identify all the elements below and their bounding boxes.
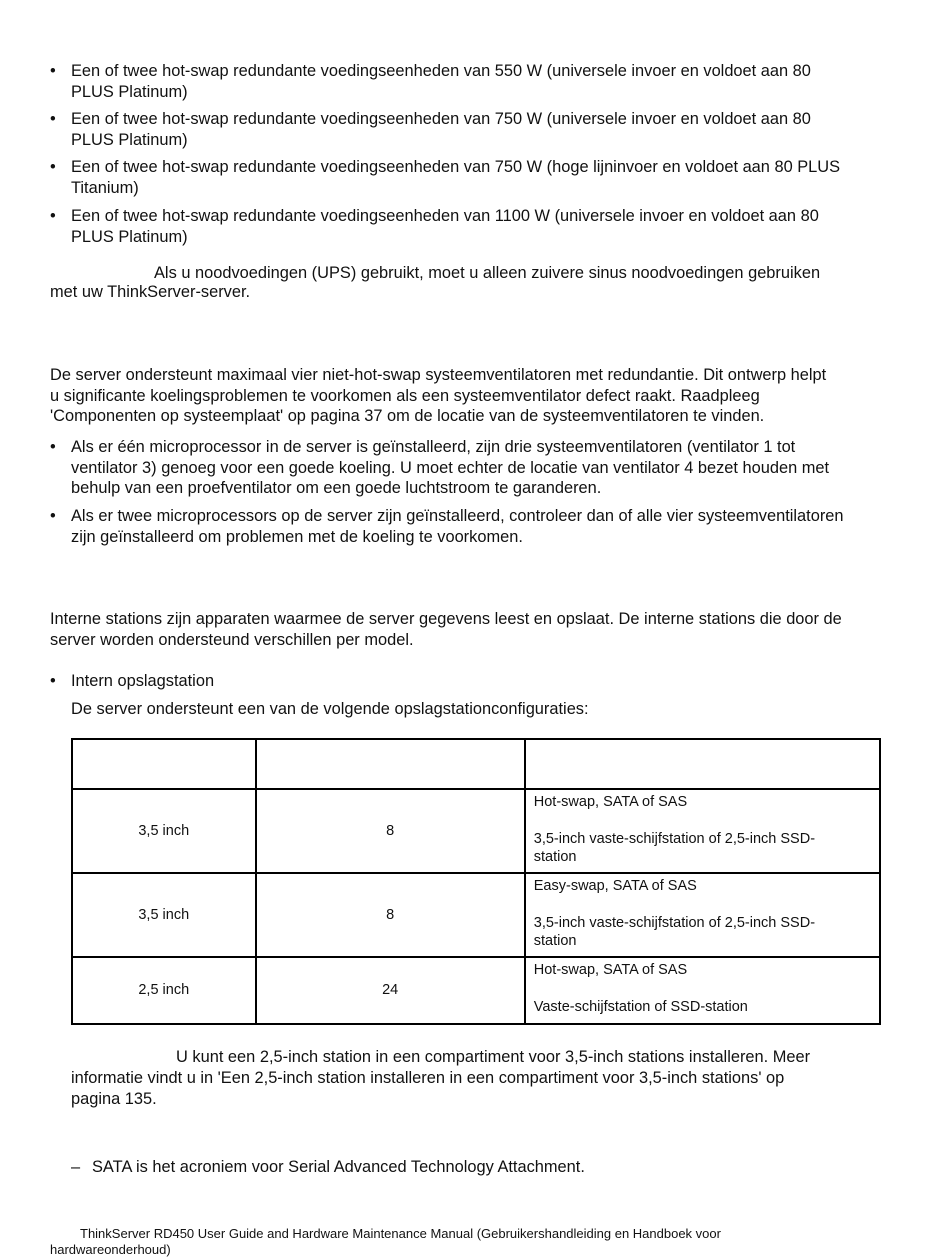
drive-count-cell: 8 — [256, 789, 525, 873]
drive-desc-cell: Hot-swap, SATA of SAS Vaste-schijfstation of SSD-station — [525, 957, 880, 1024]
power-supply-item: Een of twee hot-swap redundante voedingseenheden van 1100 W (universele invoer en voldoet aan 80 PLUS Platinum) — [71, 207, 819, 246]
table-header-cell — [72, 739, 256, 789]
fans-bullet-one-processor: Als er één microprocessor in de server is geïnstalleerd, zijn drie systeemventilatoren (ventilator 1 tot ventilator 3) genoeg voor een goede koeling. U moet echter de locatie van ventilator 4 bezet houden met behulp van een proefventilator om een goede luchtstroom te garanderen. — [71, 438, 830, 497]
fans-intro: De server ondersteunt maximaal vier niet-hot-swap systeemventilatoren met redundantie. Dit ontwerp helpt u significante koelingsproblemen te voorkomen als een systeemventilator defect raakt. Raadpleeg 'Componenten op systeemplaat' op pagina 37 om de locatie van de systeemventilatoren te vinden. — [50, 366, 827, 425]
power-supply-item: Een of twee hot-swap redundante voedingseenheden van 550 W (universele invoer en voldoet aan 80 PLUS Platinum) — [71, 62, 811, 101]
table-header-row — [72, 739, 880, 789]
drive-desc-cell: Hot-swap, SATA of SAS 3,5-inch vaste-schijfstation of 2,5-inch SSD- station — [525, 789, 880, 873]
drive-desc-cell: Easy-swap, SATA of SAS 3,5-inch vaste-schijfstation of 2,5-inch SSD- station — [525, 873, 880, 957]
drive-count-cell: 24 — [256, 957, 525, 1024]
sata-note: SATA is het acroniem voor Serial Advanced Technology Attachment. — [92, 1158, 585, 1176]
storage-config-table — [71, 738, 881, 1025]
drive-size-cell: 2,5 inch — [72, 957, 256, 1024]
power-supply-item: Een of twee hot-swap redundante voedingseenheden van 750 W (hoge lijninvoer en voldoet aan 80 PLUS Titanium) — [71, 158, 841, 197]
storage-bullet-subtext: De server ondersteunt een van de volgende opslagstationconfiguraties: — [71, 700, 589, 718]
drive-size-cell: 3,5 inch — [72, 789, 256, 873]
bullet-marker: • — [50, 672, 56, 690]
power-supply-item: Een of twee hot-swap redundante voedingseenheden van 750 W (universele invoer en voldoet aan 80 PLUS Platinum) — [71, 110, 811, 149]
drive-size-cell: 3,5 inch — [72, 873, 256, 957]
bullet-marker: • — [50, 158, 56, 176]
table-row — [72, 873, 880, 957]
dash-marker: – — [71, 1158, 81, 1176]
bullet-marker: • — [50, 110, 56, 128]
table-header-cell — [256, 739, 525, 789]
storage-bullet-label: Intern opslagstation — [71, 672, 215, 690]
drives-intro: Interne stations zijn apparaten waarmee de server gegevens leest en opslaat. De interne stations die door de server worden ondersteund verschillen per model. — [50, 610, 842, 649]
bullet-marker: • — [50, 62, 56, 80]
table-row — [72, 957, 880, 1024]
page-footer: ThinkServer RD450 User Guide and Hardware Maintenance Manual (Gebruikershandleiding en Handboek voor hardwareonderhoud) — [50, 1226, 721, 1257]
table-header-cell — [525, 739, 880, 789]
bullet-marker: • — [50, 438, 56, 456]
bullet-marker: • — [50, 207, 56, 225]
drive-count-cell: 8 — [256, 873, 525, 957]
bullet-marker: • — [50, 507, 56, 525]
table-row — [72, 789, 880, 873]
fans-bullet-two-processors: Als er twee microprocessors op de server zijn geïnstalleerd, controleer dan of alle vier systeemventilatoren zijn geïnstalleerd om problemen met de koeling te voorkomen. — [71, 507, 844, 546]
